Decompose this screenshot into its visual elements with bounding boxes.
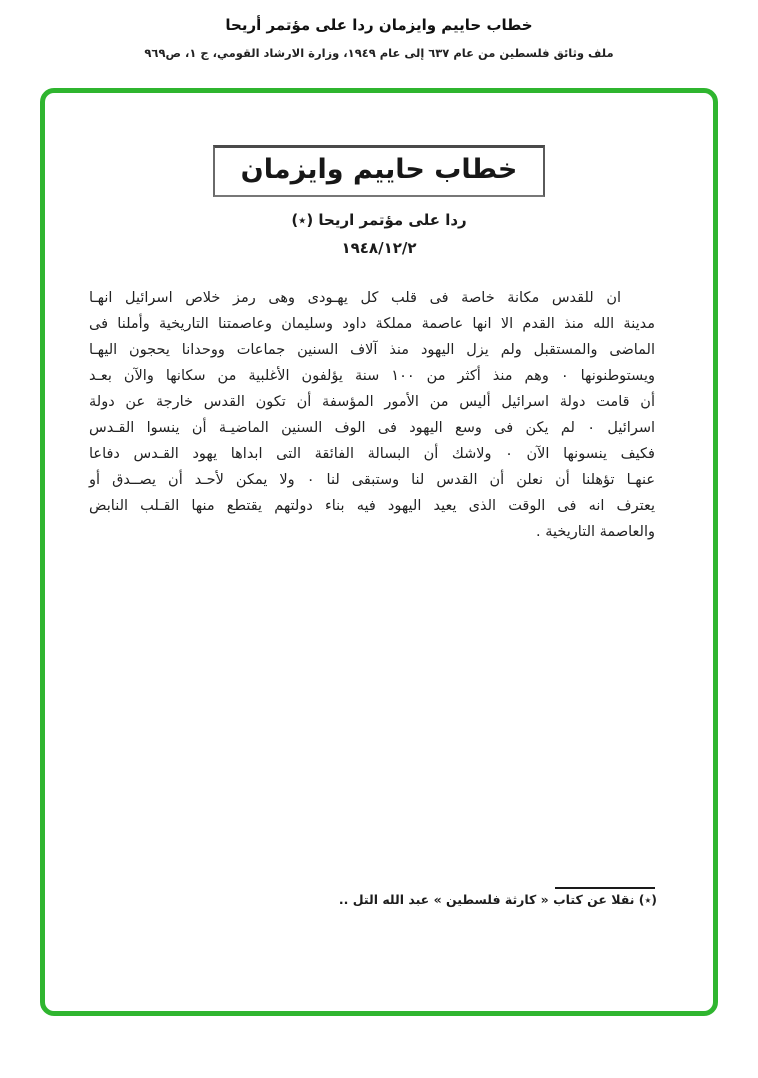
- body-line: فكيف ينسونها الآن ۰ ولاشك أن البسالة الفائقة التى ابداها يهود القـدس دفاعا: [89, 446, 655, 462]
- document-body: [89, 285, 655, 545]
- footnote-section: [257, 887, 657, 907]
- document-date: ١٩٤٨/١٢/٢: [341, 239, 417, 257]
- header-title: خطاب حاييم وايزمان ردا على مؤتمر أريحا: [225, 16, 533, 34]
- document-title: خطاب حاييم وايزمان: [213, 145, 546, 197]
- body-line: الماضى والمستقبل ولم يزل اليهود منذ آلاف السنين جماعات ووحدانا يحجون اليهـا: [89, 342, 655, 358]
- body-line: عنهـا تؤهلنا أن نعلن أن القدس لنا وستبقى لنا ۰ ولا يمكن لأحـد أن يصــدق أو: [89, 472, 655, 488]
- body-line: والعاصمة التاريخية .: [536, 524, 655, 540]
- document-title-wrap: [45, 145, 713, 197]
- page-header: [0, 16, 758, 60]
- green-scan-frame: [40, 88, 718, 1016]
- body-line: ان للقدس مكانة خاصة فى قلب كل يهـودى وهى رمز خلاص اسرائيل انهـا: [89, 290, 621, 306]
- body-line: أن قامت دولة اسرائيل أليس من الأمور المؤسفة أن تكون القدس خارجة عن دولة: [89, 394, 655, 410]
- body-line: اسرائيل ۰ لم يكن فى وسع اليهود فى الوف السنين الماضيـة أن ينسوا القـدس: [89, 420, 655, 436]
- body-line: ويستوطنونها ۰ وهم منذ أكثر من ١٠٠ سنة يؤلفون الأغلبية من سكانها والآن بعـد: [89, 368, 656, 384]
- footnote-text: (٭) نقلا عن كتاب « كارثة فلسطين » عبد الله التل ..: [338, 892, 657, 907]
- body-line: مدينة الله منذ القدم الا انها عاصمة مملكة داود وسليمان وعاصمتنا التاريخية وأملنا فى: [89, 316, 655, 332]
- document-subtitle: ردا على مؤتمر اريحا (٭): [291, 211, 467, 229]
- header-source-citation: ملف وثائق فلسطين من عام ٦٣٧ إلى عام ١٩٤٩، وزارة الارشاد القومي، ج ١، ص٩٦٩: [144, 46, 614, 60]
- footnote-rule: [555, 887, 655, 889]
- body-line: يعترف انه فى الوقت الذى يعيد اليهود فيه بناء دولتهم يقتطع منها القـلب النابض: [89, 498, 655, 514]
